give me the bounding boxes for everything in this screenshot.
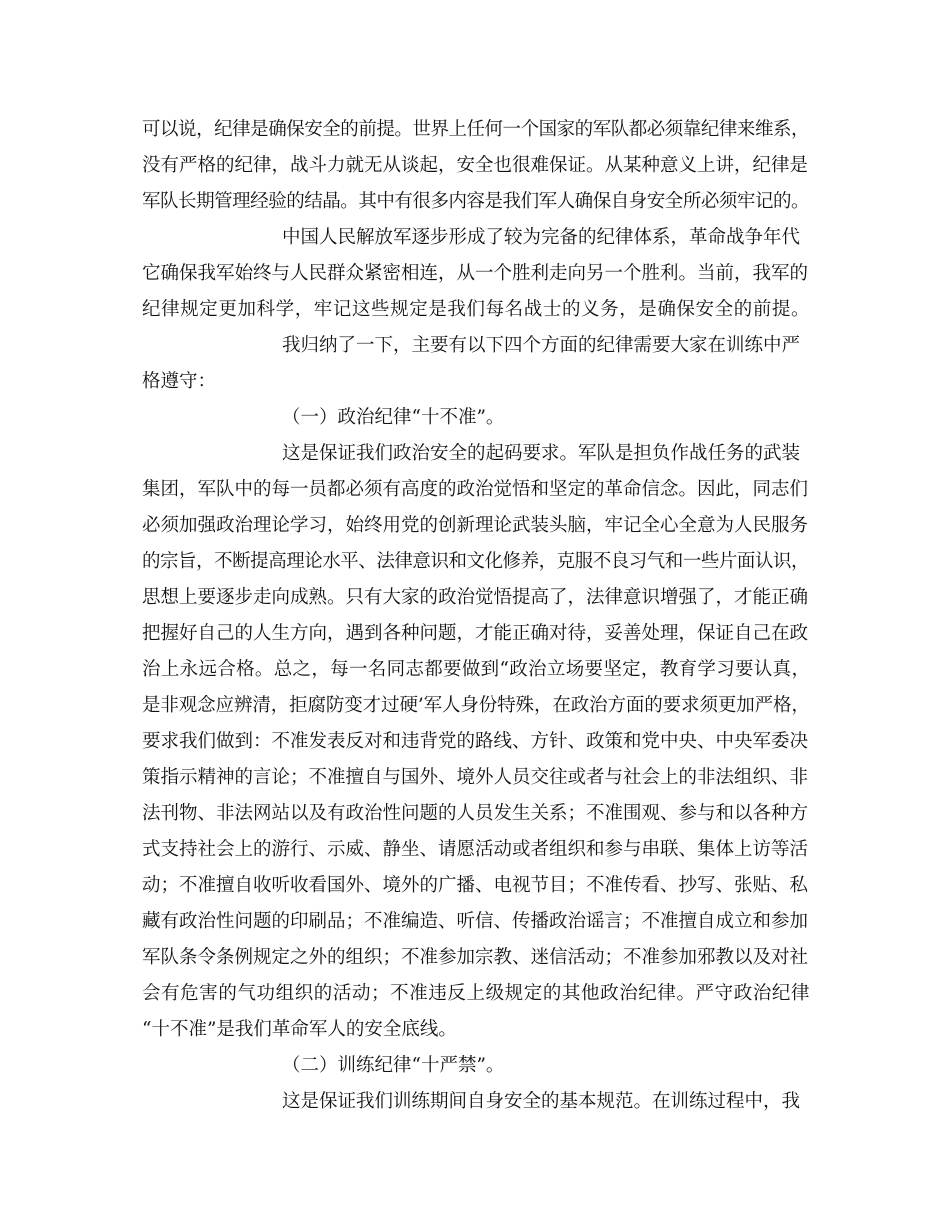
paragraph-line: 这是保证我们政治安全的起码要求。军队是担负作战任务的武装 (282, 443, 801, 464)
paragraph-line: 集团，军队中的每一员都必须有高度的政治觉悟和坚定的革命信念。因此，同志们 (142, 479, 809, 500)
paragraph-line: 格遵守： (142, 371, 217, 392)
paragraph-line: 式支持社会上的游行、示威、静坐、请愿活动或者组织和参与串联、集体上访等活 (142, 839, 809, 860)
paragraph-line: 动；不准擅自收听收看国外、境外的广播、电视节目；不准传看、抄写、张贴、私 (142, 875, 809, 896)
paragraph-line: 中国人民解放军逐步形成了较为完备的纪律体系，革命战争年代 (282, 227, 801, 248)
paragraph-line: “十不准”是我们革命军人的安全底线。 (142, 1019, 457, 1040)
paragraph-line: 没有严格的纪律，战斗力就无从谈起，安全也很难保证。从某种意义上讲，纪律是 (142, 155, 809, 176)
paragraph-line: 是非观念应辨清，拒腐防变才过硬’军人身份特殊，在政治方面的要求须更加严格， (142, 695, 810, 716)
paragraph-line: 把握好自己的人生方向，遇到各种问题，才能正确对待，妥善处理，保证自己在政 (142, 623, 809, 644)
paragraph-line: 要求我们做到：不准发表反对和违背党的路线、方针、政策和党中央、中央军委决 (142, 731, 809, 752)
paragraph-line: 思想上要逐步走向成熟。只有大家的政治觉悟提高了，法律意识增强了，才能正确 (142, 587, 809, 608)
paragraph-line: 的宗旨，不断提高理论水平、法律意识和文化修养，克服不良习气和一些片面认识， (142, 551, 810, 572)
section-heading: （二）训练纪律“十严禁”。 (282, 1055, 505, 1076)
paragraph-line: 它确保我军始终与人民群众紧密相连，从一个胜利走向另一个胜利。当前，我军的 (142, 263, 809, 284)
paragraph-line: 治上永远合格。总之，每一名同志都要做到“政治立场要坚定，教育学习要认真， (142, 659, 811, 680)
paragraph-line: 藏有政治性问题的印刷品；不准编造、听信、传播政治谣言；不准擅自成立和参加 (142, 911, 809, 932)
paragraph-line: 必须加强政治理论学习，始终用党的创新理论武装头脑，牢记全心全意为人民服务 (142, 515, 809, 536)
paragraph-line: 会有危害的气功组织的活动；不准违反上级规定的其他政治纪律。严守政治纪律 (142, 983, 811, 1004)
paragraph-line: 军队条令条例规定之外的组织；不准参加宗教、迷信活动；不准参加邪教以及对社 (142, 947, 809, 968)
paragraph-line: 军队长期管理经验的结晶。其中有很多内容是我们军人确保自身安全所必须牢记的。 (142, 191, 810, 212)
section-heading: （一）政治纪律“十不准”。 (282, 407, 505, 428)
paragraph-line: 法刊物、非法网站以及有政治性问题的人员发生关系；不准围观、参与和以各种方 (142, 803, 809, 824)
paragraph-line: 我归纳了一下，主要有以下四个方面的纪律需要大家在训练中严 (282, 335, 801, 356)
paragraph-line: 这是保证我们训练期间自身安全的基本规范。在训练过程中，我 (282, 1091, 801, 1112)
paragraph-line: 策指示精神的言论；不准擅自与国外、境外人员交往或者与社会上的非法组织、非 (142, 767, 809, 788)
paragraph-line: 纪律规定更加科学，牢记这些规定是我们每名战士的义务，是确保安全的前提。 (142, 299, 811, 320)
paragraph-line: 可以说，纪律是确保安全的前提。世界上任何一个国家的军队都必须靠纪律来维系， (142, 119, 810, 140)
